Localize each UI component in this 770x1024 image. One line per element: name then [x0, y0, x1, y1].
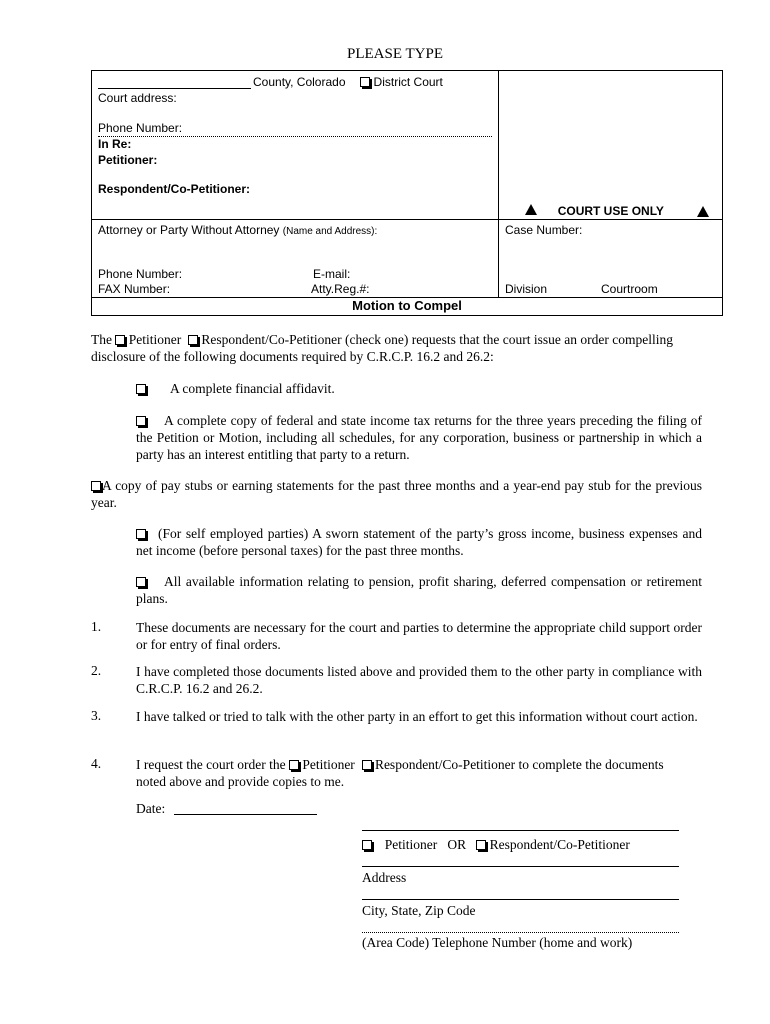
up-arrow-left-icon: [525, 204, 537, 215]
self-employed-text: (For self employed parties) A sworn statement of the party’s gross income, business expenses and net income (before personal taxes) for the past three months.: [136, 526, 702, 558]
pay-stubs-checkbox[interactable]: [91, 481, 101, 491]
attorney-note: (Name and Address):: [282, 226, 378, 237]
order-petitioner-label: Petitioner: [302, 757, 355, 772]
self-employed-checkbox[interactable]: [136, 529, 146, 539]
court-phone-line: [98, 136, 492, 137]
district-court-checkbox[interactable]: [360, 77, 370, 87]
numbered-2-text: I have completed those documents listed above and provided them to the other party in compliance with C.R.C.P. 16.2 and 26.2.: [136, 664, 702, 696]
court-use-only-label: COURT USE ONLY: [557, 204, 664, 218]
signer-role-row: [362, 837, 630, 853]
item-pension: [136, 573, 702, 607]
up-arrow-right-wrap: [697, 204, 709, 222]
numbered-2-num: 2.: [91, 663, 102, 678]
caption-divider-right: [498, 219, 723, 220]
numbered-3-num: 3.: [91, 708, 102, 723]
signer-or-label: OR: [447, 837, 467, 852]
county-label: County, Colorado: [253, 75, 346, 89]
numbered-1-num: 1.: [91, 619, 102, 634]
signer-respondent-label: Respondent/Co-Petitioner: [489, 837, 630, 852]
address-line[interactable]: [362, 866, 679, 867]
respondent-label: Respondent/Co-Petitioner:: [98, 182, 250, 196]
tax-checkbox[interactable]: [136, 416, 146, 426]
signature-line[interactable]: [362, 830, 679, 831]
order-respondent-label: Respondent/Co-Petitioner to complete the documents: [374, 757, 664, 772]
signer-petitioner-checkbox[interactable]: [362, 840, 372, 850]
intro-petitioner-label: Petitioner: [128, 332, 182, 347]
court-use-only-row: [525, 204, 664, 218]
up-arrow-right-icon: [697, 206, 709, 217]
numbered-4-body: [136, 756, 706, 790]
intro-respondent-label: Respondent/Co-Petitioner (check one) requests that the court issue an order compelling: [201, 332, 673, 347]
signer-petitioner-label: Petitioner: [384, 837, 438, 852]
numbered-1-text: These documents are necessary for the court and parties to determine the appropriate child support order or for entry of final orders.: [136, 620, 702, 652]
caption-divider-vertical: [498, 70, 499, 298]
numbered-4-num: 4.: [91, 756, 102, 771]
item-self-employed: [136, 525, 702, 559]
courtroom-label: Courtroom: [601, 282, 658, 296]
city-state-zip-label: City, State, Zip Code: [362, 903, 476, 918]
fax-label: FAX Number:: [98, 282, 171, 296]
order-petitioner-checkbox[interactable]: [289, 760, 299, 770]
county-label-row: [253, 75, 443, 89]
pay-stubs-text: A copy of pay stubs or earning statements for the past three months and a year-end pay stub for the previous year.: [91, 478, 702, 510]
petitioner-label: Petitioner:: [98, 153, 158, 167]
signer-respondent-checkbox[interactable]: [476, 840, 486, 850]
numbered-4-pre: I request the court order the: [136, 757, 286, 772]
address-label: Address: [362, 870, 407, 885]
intro-respondent-checkbox[interactable]: [188, 335, 198, 345]
email-label: E-mail:: [313, 267, 351, 281]
attorney-row: [98, 223, 377, 237]
date-line[interactable]: [174, 814, 317, 815]
atty-reg-label: Atty.Reg.#:: [311, 282, 370, 296]
numbered-4-line-2: noted above and provide copies to me.: [136, 774, 345, 789]
pension-text: All available information relating to pension, profit sharing, deferred compensation or retirement plans.: [136, 574, 702, 606]
item-affidavit: [136, 381, 335, 397]
numbered-3-text: I have talked or tried to talk with the other party in an effort to get this information without court action.: [136, 709, 698, 724]
division-label: Division: [505, 282, 548, 296]
attorney-label: Attorney or Party Without Attorney: [98, 223, 280, 237]
item-pay-stubs: [91, 477, 702, 511]
district-court-label: District Court: [373, 75, 443, 89]
pension-checkbox[interactable]: [136, 577, 146, 587]
city-state-zip-line[interactable]: [362, 899, 679, 900]
in-re-label: In Re:: [98, 137, 132, 151]
intro-line-2: disclosure of the following documents required by C.R.C.P. 16.2 and 26.2:: [91, 349, 494, 364]
intro-the: The: [91, 332, 112, 347]
motion-title: Motion to Compel: [352, 298, 462, 313]
date-label: Date:: [136, 801, 166, 816]
item-tax: [136, 412, 702, 463]
telephone-label: (Area Code) Telephone Number (home and work): [362, 935, 633, 950]
court-address-label: Court address:: [98, 91, 177, 105]
attorney-phone-label: Phone Number:: [98, 267, 183, 281]
telephone-line[interactable]: [362, 932, 679, 933]
caption-divider-upper: [91, 219, 498, 220]
tax-text: A complete copy of federal and state income tax returns for the three years preceding the filing of the Petition or Motion, including all schedules, for any corporation, business or partnership in which a party has an interest entitling that party to a return.: [136, 413, 702, 462]
case-number-label: Case Number:: [505, 223, 583, 237]
please-type-heading: PLEASE TYPE: [347, 46, 443, 62]
court-phone-label: Phone Number:: [98, 121, 183, 135]
intro-paragraph: [91, 331, 703, 365]
intro-petitioner-checkbox[interactable]: [115, 335, 125, 345]
order-respondent-checkbox[interactable]: [362, 760, 372, 770]
county-blank-line: [98, 88, 251, 89]
affidavit-checkbox[interactable]: [136, 384, 146, 394]
affidavit-text: A complete financial affidavit.: [170, 381, 335, 396]
